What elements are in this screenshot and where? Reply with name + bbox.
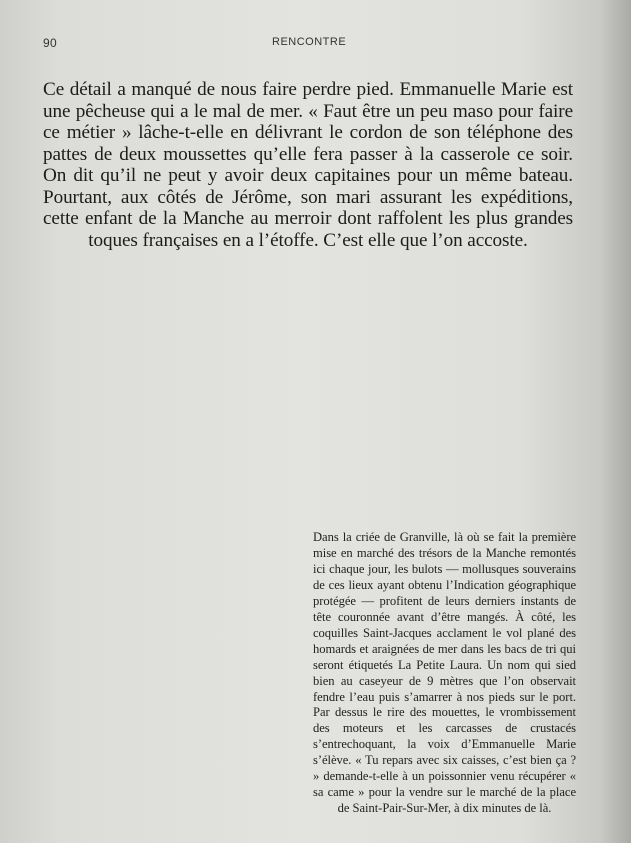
page-number: 90: [43, 36, 57, 50]
body-paragraph: Dans la criée de Granville, là où se fait la première mise en marché des trésors de la Manche remontés ici chaque jour, les bulots — mollusques souverains de ces lieux ayant obtenu l’Indication géographique protégée — profitent de leurs derniers instants de tête couronnée avant d’être mangés. À côté, les coquilles Saint-Jacques acclament le vol plané des homards et araignées de mer dans les bacs de tri qui seront étiquetés La Petite Laura. Un nom qui sied bien au caseyeur de 9 mètres que l’on observait fendre l’eau puis s’amarrer à nos pieds sur le port. Par dessus le rire des mouettes, le vrombissement des moteurs et les carcasses de crustacés s’entrechoquant, la voix d’Emmanuelle Marie s’élève. « Tu repars avec six caisses, c’est bien ça ? » demande-t-elle à un poissonnier venu récupérer « sa came » pour la vendre sur le marché de la place de Saint-Pair-Sur-Mer, à dix minutes de là.: [313, 530, 576, 816]
section-title: RENCONTRE: [272, 36, 347, 48]
lead-paragraph: Ce détail a manqué de nous faire perdre pied. Emmanuelle Marie est une pêcheuse qui a le mal de mer. « Faut être un peu maso pour faire ce métier » lâche-t-elle en délivrant le cordon de son téléphone des pattes de deux moussettes qu’elle fera passer à la casserole ce soir. On dit qu’il ne peut y avoir deux capitaines pour un même bateau. Pourtant, aux côtés de Jérôme, son mari assurant les expéditions, cette enfant de la Manche au merroir dont raffolent les plus grandes toques françaises en a l’étoffe. C’est elle que l’on accoste.: [43, 79, 573, 251]
